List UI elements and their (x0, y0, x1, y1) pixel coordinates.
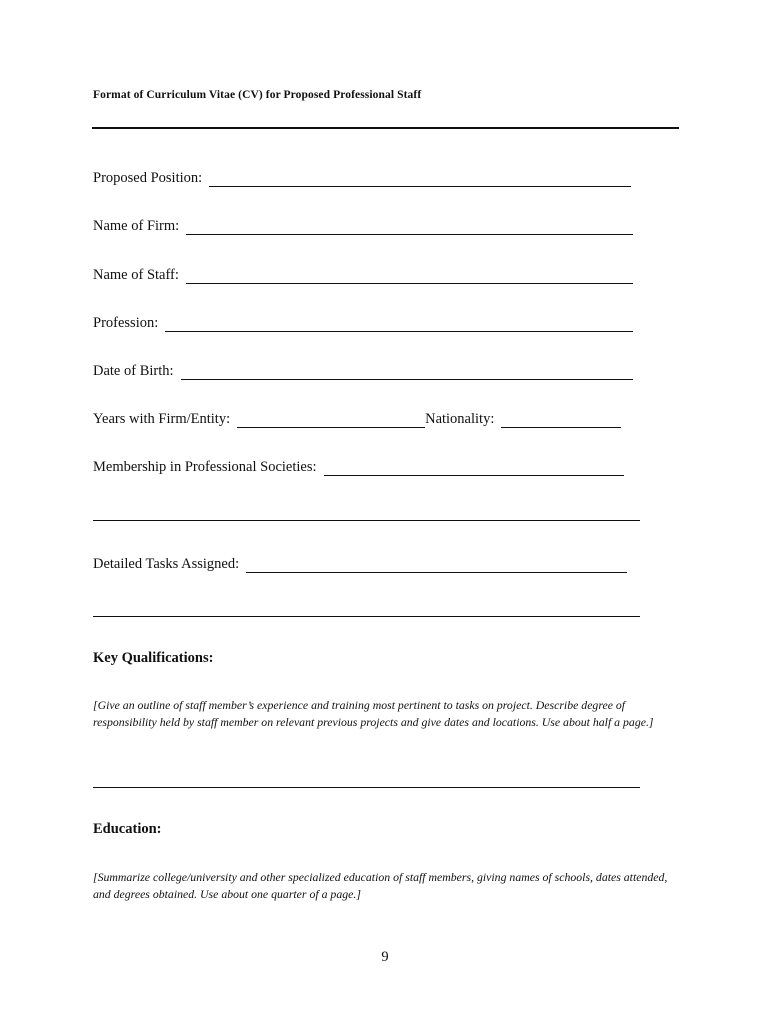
date-of-birth-field[interactable] (181, 363, 633, 380)
education-heading: Education: (93, 821, 162, 837)
key-qualifications-line[interactable] (93, 787, 640, 788)
name-of-firm-label: Name of Firm: (93, 218, 180, 234)
name-of-staff-label: Name of Staff: (93, 267, 179, 283)
name-of-staff-row (93, 262, 633, 284)
detailed-tasks-continuation-line[interactable] (93, 616, 640, 617)
membership-continuation-line[interactable] (93, 520, 640, 521)
name-of-firm-field[interactable] (186, 218, 633, 235)
years-nationality-row (93, 406, 621, 428)
nationality-label: Nationality: (425, 411, 495, 427)
proposed-position-field[interactable] (209, 170, 631, 187)
key-qualifications-heading: Key Qualifications: (93, 650, 214, 666)
key-qualifications-instruction: [Give an outline of staff member’s experience and training most pertinent to tasks on project. Describe degree of responsibility held by staff member on relevant previous projects and give dates and locations. Use about half a page.] (93, 698, 654, 729)
proposed-position-label: Proposed Position: (93, 170, 203, 186)
membership-label: Membership in Professional Societies: (93, 459, 317, 475)
detailed-tasks-label: Detailed Tasks Assigned: (93, 556, 240, 572)
membership-row (93, 454, 624, 476)
date-of-birth-label: Date of Birth: (93, 363, 174, 379)
name-of-staff-field[interactable] (186, 267, 633, 284)
education-instruction: [Summarize college/university and other specialized education of staff members, giving names of schools, dates attended, and degrees obtained. Use about one quarter of a page.] (93, 870, 668, 901)
profession-field[interactable] (165, 315, 633, 332)
page-number: 9 (381, 949, 389, 965)
membership-field[interactable] (324, 459, 624, 476)
years-with-firm-field[interactable] (237, 411, 425, 428)
proposed-position-row (93, 165, 631, 187)
nationality-field[interactable] (501, 411, 621, 428)
page-header-title: Format of Curriculum Vitae (CV) for Proposed Professional Staff (93, 89, 422, 101)
years-with-firm-label: Years with Firm/Entity: (93, 411, 231, 427)
name-of-firm-row (93, 213, 633, 235)
header-divider (92, 127, 679, 129)
detailed-tasks-row (93, 551, 627, 573)
profession-row (93, 310, 633, 332)
date-of-birth-row (93, 358, 633, 380)
detailed-tasks-field[interactable] (246, 556, 627, 573)
profession-label: Profession: (93, 315, 159, 331)
